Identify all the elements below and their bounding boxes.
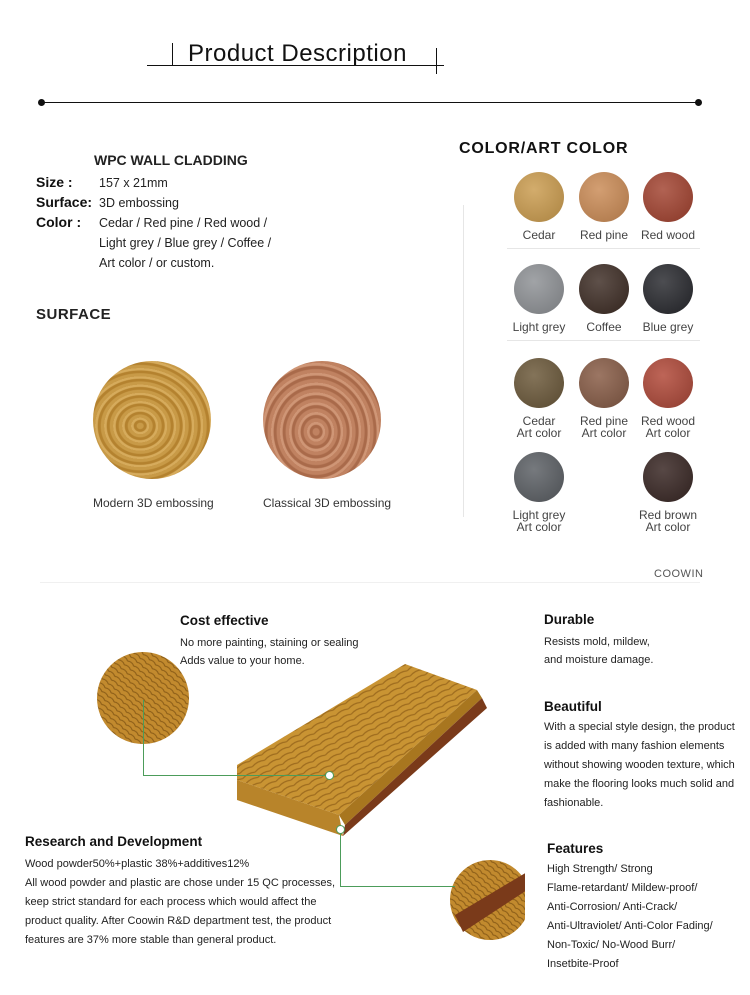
art-color-swatch-label: Red pine Art color — [579, 414, 629, 440]
title-left-tick — [172, 43, 173, 65]
color-swatch-label: Coffee — [586, 320, 622, 334]
connector-dot-bottom — [336, 825, 345, 834]
surface-value: 3D embossing — [99, 196, 179, 210]
connector-line-top-vertical — [143, 700, 144, 776]
product-name: WPC WALL CLADDING — [94, 152, 248, 168]
art-color-swatch-label: Cedar Art color — [516, 414, 562, 440]
color-swatch-label: Cedar — [522, 228, 556, 242]
art-color-swatch-label: Light grey Art color — [512, 508, 566, 534]
art-color-swatch-red-pine — [579, 358, 629, 408]
color-swatch-label: Red wood — [640, 228, 696, 242]
cost-effective-line1: No more painting, staining or sealing — [180, 637, 359, 649]
research-text: Wood powder50%+plastic 38%+additives12% All wood powder and plastic are chose under 15 QC processes, keep strict standard for each process which would affect the product quality. After Coowin R&D department test, the product features are 37% more stable than general product. — [25, 858, 336, 946]
page-title: Product Description — [188, 40, 407, 67]
cost-effective-line2: Adds value to your home. — [180, 655, 305, 667]
color-value-line2: Light grey / Blue grey / Coffee / — [99, 236, 272, 250]
header-divider — [42, 102, 698, 103]
color-value-line1: Cedar / Red pine / Red wood / — [99, 216, 268, 230]
color-section-separator — [463, 205, 464, 517]
product-illustration — [95, 650, 525, 940]
durable-line2: and moisture damage. — [544, 654, 654, 666]
divider-right-dot — [695, 99, 702, 106]
color-row-divider-2 — [507, 340, 700, 341]
art-color-swatch-label: Red brown Art color — [638, 508, 698, 534]
beautiful-text: With a special style design, the product is added with many fashion elements without showing wooden texture, which make the flooring looks much solid and fashionable. — [544, 721, 735, 809]
title-right-tick — [436, 48, 437, 74]
features-title: Features — [547, 841, 604, 856]
art-color-swatch-red-brown — [643, 452, 693, 502]
color-row-divider-1 — [507, 248, 700, 249]
art-color-swatch-cedar — [514, 358, 564, 408]
color-swatch-label: Red pine — [579, 228, 629, 242]
features-list: High Strength/ Strong Flame-retardant/ Mildew-proof/ Anti-Corrosion/ Anti-Crack/ Anti-Ultraviolet/ Anti-Color Fading/ Non-Toxic/ No-Wood Burr/ Insetbite-Proof — [547, 863, 713, 970]
color-swatch-coffee — [579, 264, 629, 314]
modern-embossing-label: Modern 3D embossing — [93, 496, 214, 510]
connector-line-bottom-vertical — [340, 832, 341, 886]
connector-line-bottom-horizontal — [340, 886, 455, 887]
color-swatch-cedar — [514, 172, 564, 222]
art-color-swatch-label: Red wood Art color — [640, 414, 696, 440]
beautiful-title: Beautiful — [544, 699, 602, 714]
color-swatch-red-wood — [643, 172, 693, 222]
brand-label: COOWIN — [654, 568, 704, 580]
durable-line1: Resists mold, mildew, — [544, 636, 650, 648]
color-label: Color : — [36, 214, 82, 230]
classical-embossing-label: Classical 3D embossing — [263, 496, 392, 510]
color-value-line3: Art color / or custom. — [99, 256, 215, 270]
size-value: 157 x 21mm — [99, 176, 168, 190]
connector-dot-top — [325, 771, 334, 780]
detail-circle-bottom — [450, 860, 525, 940]
color-heading: COLOR/ART COLOR — [459, 140, 629, 157]
surface-heading: SURFACE — [36, 306, 112, 323]
art-color-swatch-light-grey — [514, 452, 564, 502]
color-swatch-blue-grey — [643, 264, 693, 314]
surface-label: Surface: — [36, 194, 93, 210]
connector-line-top-horizontal — [143, 775, 328, 776]
cost-effective-title: Cost effective — [180, 613, 269, 628]
modern-embossing-sample — [93, 361, 211, 479]
section-divider — [40, 582, 700, 583]
research-title: Research and Development — [25, 834, 203, 849]
size-label: Size : — [36, 174, 73, 190]
color-swatch-light-grey — [514, 264, 564, 314]
art-color-swatch-red-wood — [643, 358, 693, 408]
color-swatch-red-pine — [579, 172, 629, 222]
durable-title: Durable — [544, 612, 595, 627]
classical-embossing-sample — [263, 361, 381, 479]
color-swatch-label: Light grey — [512, 320, 566, 334]
color-swatch-label: Blue grey — [642, 320, 694, 334]
divider-left-dot — [38, 99, 45, 106]
